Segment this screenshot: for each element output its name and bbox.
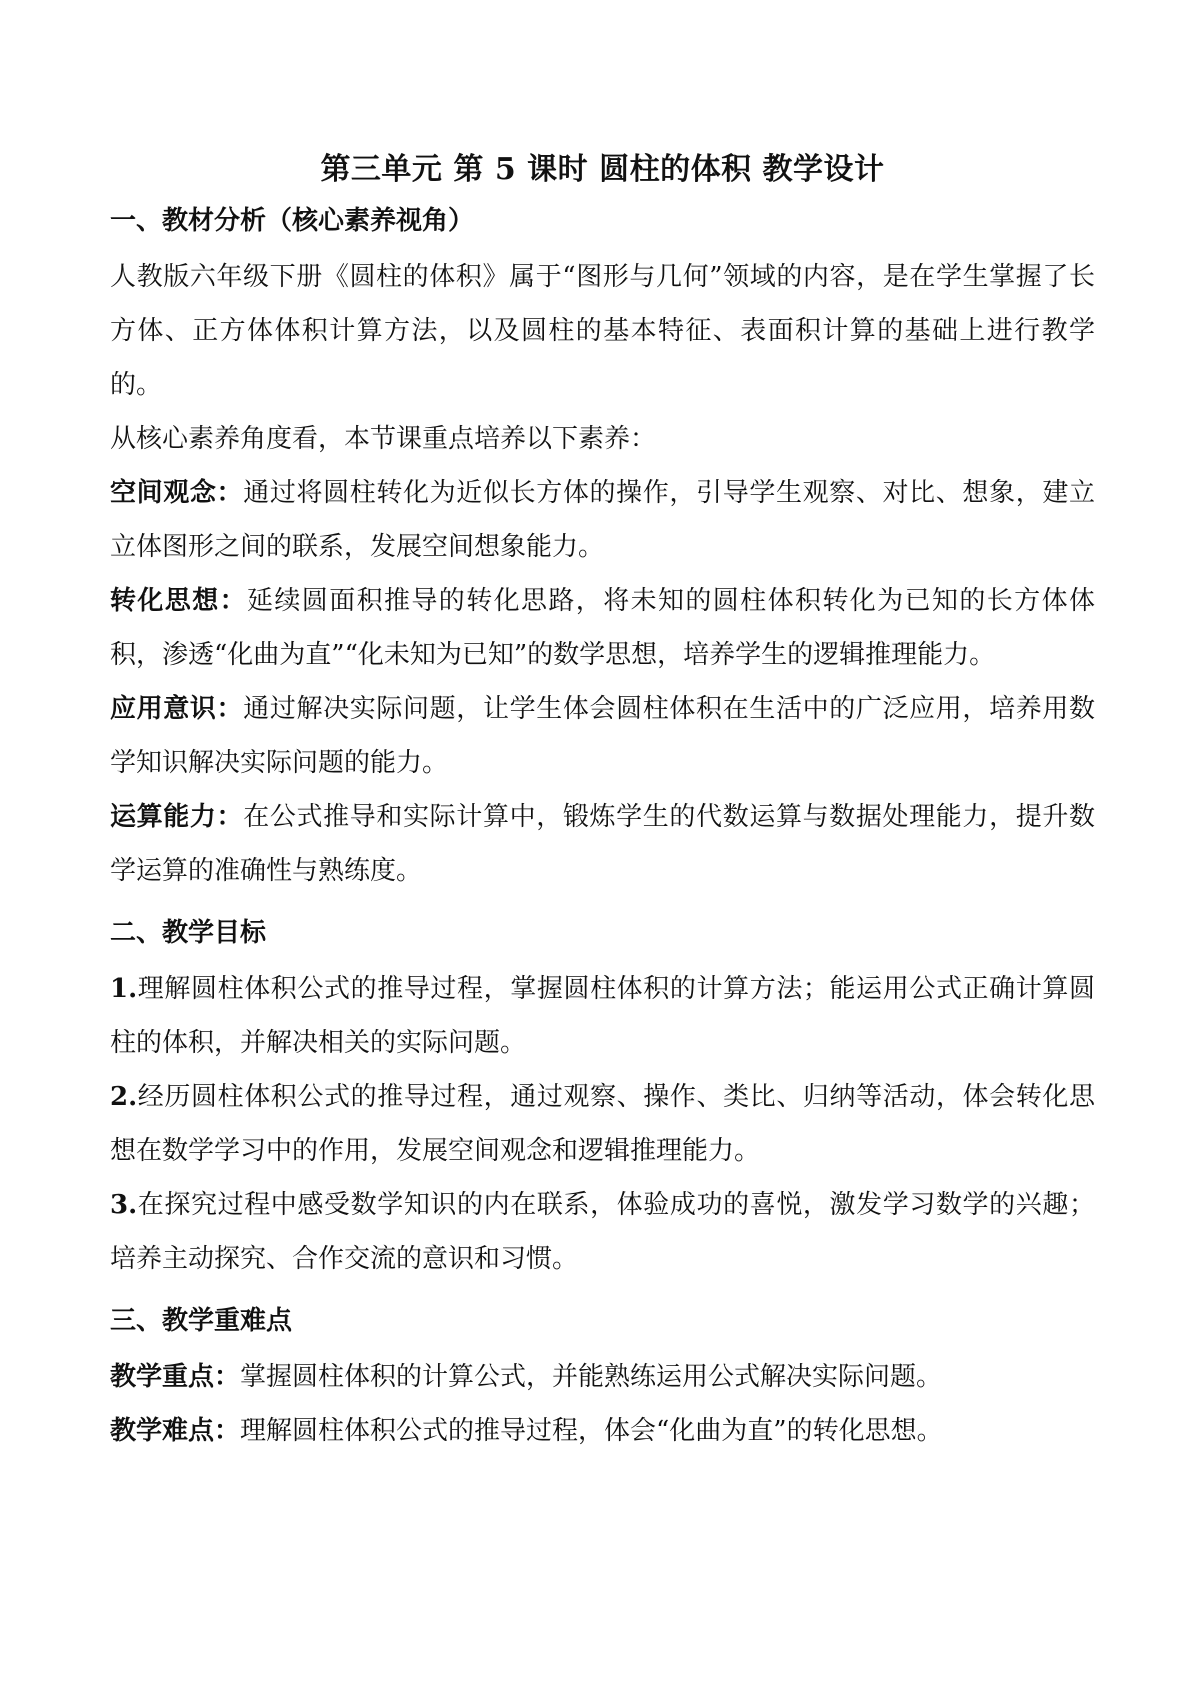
document-title: 第三单元 第 5 课时 圆柱的体积 教学设计 [320, 152, 885, 187]
key-point-text: 掌握圆柱体积的计算公式，并能熟练运用公式解决实际问题。 [240, 1362, 943, 1392]
key-point-label: 教学重点： [110, 1362, 241, 1392]
competency-label: 转化思想： [110, 586, 247, 616]
section-heading-key-difficult-points: 三、教学重难点 [110, 1306, 293, 1336]
section1-lead-paragraph: 从核心素养角度看，本节课重点培养以下素养： [110, 424, 657, 454]
competency-text: 在公式推导和实际计算中，锻炼学生的代数运算与数据处理能力，提升数学运算的准确性与熟练度。 [110, 802, 1095, 886]
objective-number: 3. [110, 1190, 138, 1220]
competency-application-awareness [110, 682, 1095, 790]
objective-text: 经历圆柱体积公式的推导过程，通过观察、操作、类比、归纳等活动，体会转化思想在数学学习中的作用，发展空间观念和逻辑推理能力。 [110, 1082, 1095, 1166]
competency-text: 通过将圆柱转化为近似长方体的操作，引导学生观察、对比、想象，建立立体图形之间的联系，发展空间想象能力。 [110, 478, 1095, 562]
competency-text: 通过解决实际问题，让学生体会圆柱体积在生活中的广泛应用，培养用数学知识解决实际问题的能力。 [110, 694, 1095, 778]
difficult-point-text: 理解圆柱体积公式的推导过程，体会“化曲为直”的转化思想。 [240, 1416, 943, 1446]
competency-computation-ability [110, 790, 1095, 898]
section-heading-textbook-analysis: 一、教材分析（核心素养视角） [110, 206, 475, 236]
competency-label: 运算能力： [110, 802, 244, 832]
competency-label: 应用意识： [110, 694, 244, 724]
objective-text: 在探究过程中感受数学知识的内在联系，体验成功的喜悦，激发学习数学的兴趣；培养主动探究、合作交流的意识和习惯。 [110, 1190, 1095, 1274]
objective-number: 2. [110, 1082, 138, 1112]
objective-item [110, 1178, 1095, 1286]
competency-transformation-thinking [110, 574, 1095, 682]
section-heading-teaching-objectives: 二、教学目标 [110, 918, 267, 948]
competency-spatial-concept [110, 466, 1095, 574]
difficult-point-paragraph [110, 1404, 1095, 1458]
objective-item [110, 962, 1095, 1070]
competency-text: 延续圆面积推导的转化思路，将未知的圆柱体积转化为已知的长方体体积，渗透“化曲为直”“化未知为已知”的数学思想，培养学生的逻辑推理能力。 [110, 586, 1095, 670]
key-point-paragraph [110, 1350, 1095, 1404]
difficult-point-label: 教学难点： [110, 1416, 241, 1446]
objective-text: 理解圆柱体积公式的推导过程，掌握圆柱体积的计算方法；能运用公式正确计算圆柱的体积，并解决相关的实际问题。 [110, 974, 1095, 1058]
section1-intro-paragraph: 人教版六年级下册《圆柱的体积》属于“图形与几何”领域的内容，是在学生掌握了长方体、正方体体积计算方法，以及圆柱的基本特征、表面积计算的基础上进行教学的。 [110, 262, 1095, 400]
document-page [110, 148, 1095, 1458]
objective-number: 1. [110, 974, 138, 1004]
objective-item [110, 1070, 1095, 1178]
competency-label: 空间观念： [110, 478, 244, 508]
